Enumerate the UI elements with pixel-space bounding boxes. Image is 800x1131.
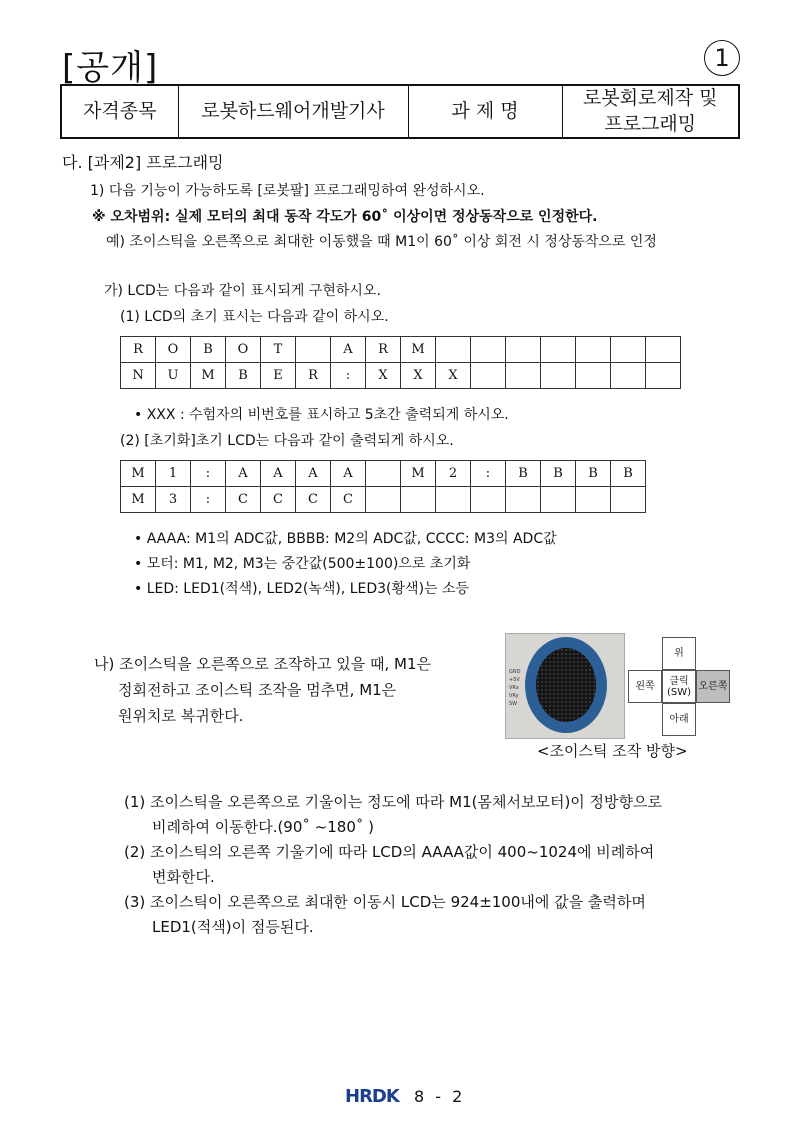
bullet-item: • 모터: M1, M2, M3는 중간값(500±100)으로 초기화 <box>134 553 470 573</box>
lcd-cell: X <box>401 363 436 389</box>
lcd-cell <box>646 363 681 389</box>
lcd-cell <box>611 337 646 363</box>
direction-left: 왼쪽 <box>628 670 662 703</box>
lcd-cell: M <box>191 363 226 389</box>
lcd-cell: B <box>506 461 541 487</box>
lcd-cell <box>576 337 611 363</box>
lcd-cell <box>576 363 611 389</box>
pin-label: SW <box>509 701 518 707</box>
lcd-cell: C <box>226 487 261 513</box>
lcd-cell: M <box>401 337 436 363</box>
lcd-cell: 2 <box>436 461 471 487</box>
lcd-table-initial <box>120 336 681 389</box>
joystick-pin-labels <box>509 668 525 708</box>
lcd1-note: • XXX : 수험자의 비번호를 표시하고 5초간 출력되게 하시오. <box>134 404 509 424</box>
item-line: 비례하여 이동한다.(90˚ ~180˚ ) <box>152 818 374 836</box>
lcd-cell <box>296 337 331 363</box>
bullet-item: • AAAA: M1의 ADC값, BBBB: M2의 ADC값, CCCC: M3의 ADC값 <box>134 528 557 548</box>
lcd-cell <box>366 487 401 513</box>
lcd-cell: O <box>226 337 261 363</box>
lcd-cell <box>436 487 471 513</box>
lcd-cell: : <box>471 461 506 487</box>
lcd-row <box>121 487 646 513</box>
lcd-cell: C <box>296 487 331 513</box>
qualification-value: 로봇하드웨어개발기사 <box>178 85 408 138</box>
pin-label: VRy <box>509 693 519 699</box>
part-na-line2: 정회전하고 조이스틱 조작을 멈추면, M1은 <box>118 681 397 699</box>
task-value-line1: 로봇회로제작 및 <box>582 87 718 109</box>
part-ga-sub2: (2) [초기화]초기 LCD는 다음과 같이 출력되게 하시오. <box>120 433 454 449</box>
lcd-cell: B <box>576 461 611 487</box>
figure-caption: <조이스틱 조작 방향> <box>537 742 688 760</box>
lcd-cell <box>576 487 611 513</box>
lcd-cell: O <box>156 337 191 363</box>
lcd-cell: U <box>156 363 191 389</box>
header-table <box>60 84 740 139</box>
lcd-cell: R <box>296 363 331 389</box>
direction-center-line1: 클릭 <box>669 675 689 687</box>
lcd-row <box>121 461 646 487</box>
lcd-cell: R <box>121 337 156 363</box>
lcd-cell <box>506 363 541 389</box>
lcd-cell: R <box>366 337 401 363</box>
lcd-row <box>121 337 681 363</box>
lcd-cell: B <box>541 461 576 487</box>
lcd-cell: A <box>331 337 366 363</box>
lcd-cell: B <box>226 363 261 389</box>
lcd-cell: B <box>611 461 646 487</box>
lcd-cell <box>436 337 471 363</box>
lcd-cell: A <box>226 461 261 487</box>
task-label: 과 제 명 <box>408 85 562 138</box>
bullet-item: • LED: LED1(적색), LED2(녹색), LED3(황색)는 소등 <box>134 578 469 598</box>
part-na-line1: 나) 조이스틱을 오른쪽으로 조작하고 있을 때, M1은 <box>94 655 432 673</box>
example-note: 예) 조이스틱을 오른쪽으로 최대한 이동했을 때 M1이 60˚ 이상 회전 시 정상동작으로 인정 <box>106 234 657 250</box>
lcd-cell <box>541 337 576 363</box>
lcd-cell <box>541 487 576 513</box>
lcd-cell: A <box>296 461 331 487</box>
document-label: [공개] <box>62 48 159 88</box>
task-value-line2: 프로그래밍 <box>604 112 697 135</box>
direction-center-line2: (SW) <box>666 686 692 698</box>
page-number-circle: 1 <box>704 40 740 76</box>
lcd-cell: M <box>401 461 436 487</box>
direction-up: 위 <box>662 637 696 670</box>
lcd-cell: M <box>121 487 156 513</box>
pin-label: VRx <box>509 685 519 691</box>
lcd-cell <box>541 363 576 389</box>
lcd-table-reset <box>120 460 646 513</box>
lcd-cell <box>471 337 506 363</box>
lcd-cell <box>366 461 401 487</box>
lcd-cell <box>471 487 506 513</box>
part-ga-sub1: (1) LCD의 초기 표시는 다음과 같이 하시오. <box>120 309 389 325</box>
lcd-cell: C <box>331 487 366 513</box>
lcd-cell: A <box>261 461 296 487</box>
lcd-cell: C <box>261 487 296 513</box>
direction-right: 오른쪽 <box>696 670 730 703</box>
lcd-cell: : <box>331 363 366 389</box>
lcd-cell <box>611 363 646 389</box>
lcd-cell <box>646 337 681 363</box>
task-value <box>562 85 739 138</box>
lcd-cell: A <box>331 461 366 487</box>
part-ga-heading: 가) LCD는 다음과 같이 표시되게 구현하시오. <box>104 283 381 299</box>
lcd-cell: : <box>191 461 226 487</box>
item-line: (3) 조이스틱이 오른쪽으로 최대한 이동시 LCD는 924±100내에 값을 출력하며 <box>124 893 646 911</box>
pin-label: GND <box>509 669 521 675</box>
lcd-cell: N <box>121 363 156 389</box>
lcd-cell: E <box>261 363 296 389</box>
lcd-cell: : <box>191 487 226 513</box>
item-line: 변화한다. <box>152 868 215 886</box>
pin-label: +5V <box>509 677 520 683</box>
item-line: (2) 조이스틱의 오른쪽 기울기에 따라 LCD의 AAAA값이 400~1024에 비례하여 <box>124 843 655 861</box>
part-na-line3: 원위치로 복귀한다. <box>118 707 244 725</box>
qualification-label: 자격종목 <box>61 85 178 138</box>
lcd-cell: M <box>121 461 156 487</box>
lcd-cell <box>401 487 436 513</box>
tolerance-note: ※ 오차범위: 실제 모터의 최대 동작 각도가 60˚ 이상이면 정상동작으로 인정한다. <box>92 209 598 225</box>
direction-center <box>662 670 696 703</box>
lcd-cell: X <box>366 363 401 389</box>
footer-page-number: 8 - 2 <box>414 1087 466 1106</box>
hrdk-logo: HRDK <box>345 1086 399 1107</box>
direction-down: 아래 <box>662 703 696 736</box>
item-line: LED1(적색)이 점등된다. <box>152 918 314 936</box>
section-title: 다. [과제2] 프로그래밍 <box>62 153 224 172</box>
lcd-cell: 3 <box>156 487 191 513</box>
instruction-text: 1) 다음 기능이 가능하도록 [로봇팔] 프로그래밍하여 완성하시오. <box>90 183 485 199</box>
lcd-cell <box>506 337 541 363</box>
joystick-cap <box>536 648 596 722</box>
item-line: (1) 조이스틱을 오른쪽으로 기울이는 정도에 따라 M1(몸체서보모터)이 정방향으로 <box>124 793 663 811</box>
lcd-row <box>121 363 681 389</box>
lcd-cell: X <box>436 363 471 389</box>
lcd-cell <box>506 487 541 513</box>
lcd-cell <box>471 363 506 389</box>
lcd-cell: 1 <box>156 461 191 487</box>
lcd-cell <box>611 487 646 513</box>
lcd-cell: T <box>261 337 296 363</box>
lcd-cell: B <box>191 337 226 363</box>
